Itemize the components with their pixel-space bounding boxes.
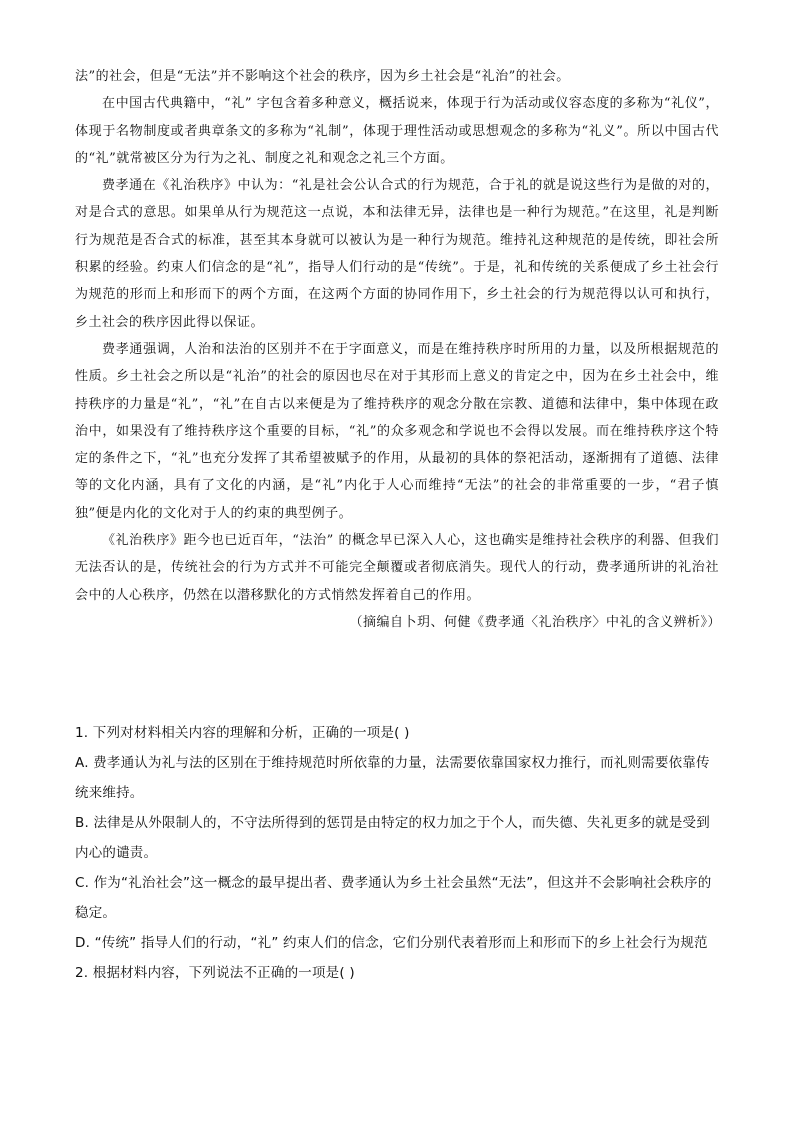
passage-source: （摘编自卜玥、何健《费孝通〈礼治秩序〉中礼的含义辨析》）: [349, 614, 721, 630]
passage-paragraph: 在中国古代典籍中，“礼” 字包含着多种意义，概括说来，体现于行为活动或仪容态度的多称为“礼仪”，体现于名物制度或者典章条文的多称为“礼制”，体现于理性活动或思想观念的多称为“礼义”。所以中国古代的“礼”就常被区分为行为之礼、制度之礼和观念之礼三个方面。: [75, 96, 719, 166]
option-a: A. 费孝通认为礼与法的区别在于维持规范时所依靠的力量，法需要依靠国家权力推行，而礼则需要依靠传统来维持。: [75, 755, 710, 801]
question-stem: 2. 根据材料内容，下列说法不正确的一项是( ): [75, 965, 355, 981]
question-section: [75, 718, 719, 988]
option-d: D. “传统” 指导人们的行动，“礼” 约束人们的信念，它们分别代表着形而上和形而下的乡上社会行为规范: [75, 935, 708, 951]
option-c: C. 作为“礼治社会”这一概念的最早提出者、费孝通认为乡土社会虽然“无法”，但这并不会影响社会秩序的稳定。: [75, 875, 712, 921]
reading-passage: [75, 63, 719, 636]
passage-paragraph: 费孝通强调，人治和法治的区别并不在于字面意义，而是在维持秩序时所用的力量，以及所根据规范的性质。乡土社会之所以是“礼治”的社会的原因也尽在对于其形而上意义的肯定之中，因为在乡土社会中，维持秩序的力量是“礼”，“礼”在自古以来便是为了维持秩序的观念分散在宗教、道德和法律中，集中体现在政治中，如果没有了维持秩序这个重要的目标，“礼”的众多观念和学说也不会得以发展。而在维持秩序这个特定的条件之下，“礼”也充分发挥了其希望被赋予的作用，从最初的具体的祭祀活动，逐渐拥有了道德、法律等的文化内涵，具有了文化的内涵，是“礼”内化于人心而维持“无法”的社会的非常重要的一步，“君子慎独”便是内化的文化对于人的约束的典型例子。: [75, 341, 719, 521]
passage-paragraph: 费孝通在《礼治秩序》中认为：“礼是社会公认合式的行为规范，合于礼的就是说这些行为是做的对的，对是合式的意思。如果单从行为规范这一点说，本和法律无异，法律也是一种行为规范。”在这里，礼是判断行为规范是否合式的标准，甚至其本身就可以被认为是一种行为规范。维持礼这种规范的是传统，即社会所积累的经验。约束人们信念的是“礼”，指导人们行动的是“传统”。于是，礼和传统的关系便成了乡土社会行为规范的形而上和形而下的两个方面，在这两个方面的协同作用下，乡土社会的行为规范得以认可和执行，乡土社会的秩序因此得以保证。: [75, 178, 719, 330]
passage-paragraph: 《礼治秩序》距今也已近百年，“法治” 的概念早已深入人心，这也确实是维持社会秩序的利器、但我们无法否认的是，传统社会的行为方式并不可能完全颠覆或者彻底消失。现代人的行动，费孝通所讲的礼治社会中的人心秩序，仍然在以潜移默化的方式悄然发挥着自己的作用。: [75, 533, 719, 603]
question-stem: 1. 下列对材料相关内容的理解和分析，正确的一项是( ): [75, 725, 410, 741]
passage-paragraph: 法”的社会，但是“无法”并不影响这个社会的秩序，因为乡土社会是“礼治”的社会。: [75, 69, 570, 84]
option-b: B. 法律是从外限制人的，不守法所得到的惩罚是由特定的权力加之于个人，而失德、失礼更多的就是受到内心的谴责。: [75, 815, 710, 861]
